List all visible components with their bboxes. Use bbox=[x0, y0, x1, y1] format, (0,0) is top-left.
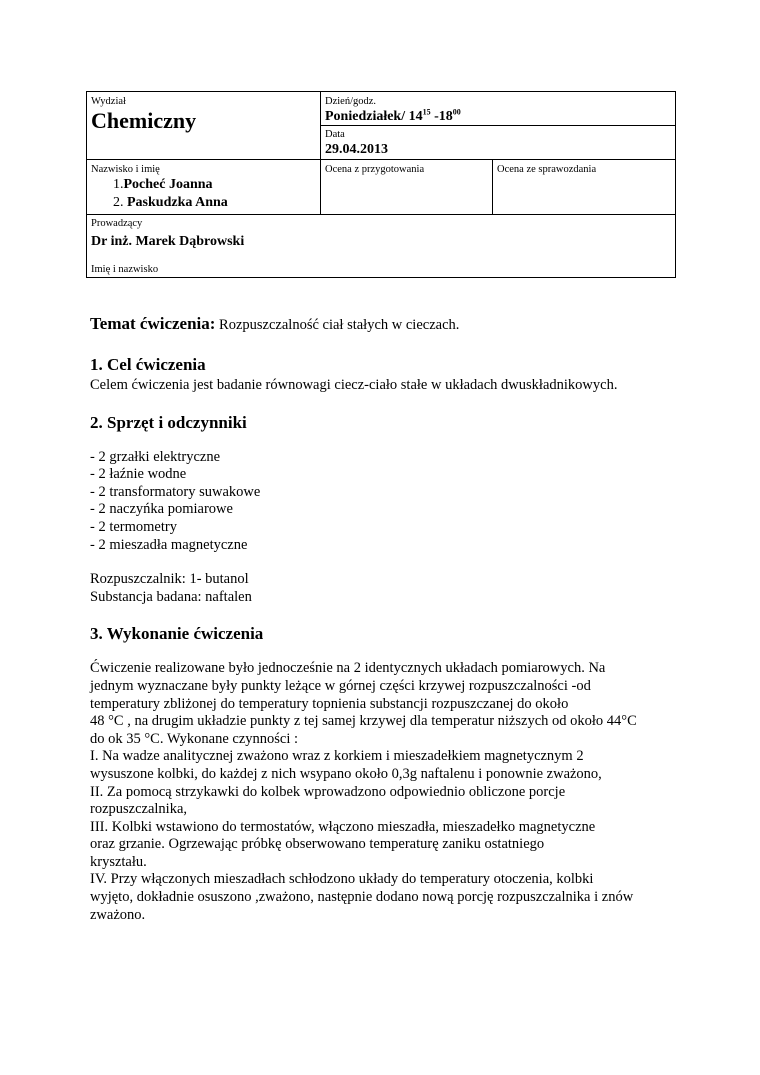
faculty-cell bbox=[86, 91, 320, 159]
solvent-line: Rozpuszczalnik: 1- butanol bbox=[90, 571, 249, 588]
text-line: IV. Przy włączonych mieszadłach schłodzono układy do temperatury otoczenia, kolbki bbox=[90, 871, 594, 888]
instructor-value: Dr inż. Marek Dąbrowski bbox=[91, 234, 245, 249]
day-time-cell bbox=[320, 91, 676, 126]
faculty-label: Wydział bbox=[91, 96, 126, 107]
list-item: - 2 mieszadła magnetyczne bbox=[90, 536, 248, 553]
instructor-footer: Imię i nazwisko bbox=[91, 264, 159, 275]
date-label: Data bbox=[325, 129, 345, 140]
text-line: kryształu. bbox=[90, 853, 147, 870]
list-item: - 2 transformatory suwakowe bbox=[90, 483, 261, 500]
section-3-text bbox=[90, 660, 680, 924]
name-1-text: Pocheć Joanna bbox=[123, 177, 213, 192]
instructor-label: Prowadzący bbox=[91, 218, 143, 229]
section-1-text: Celem ćwiczenia jest badanie równowagi ciecz-ciało stałe w układach dwuskładnikowych. bbox=[90, 377, 618, 393]
name-1-number: 1. bbox=[113, 177, 124, 192]
document-body bbox=[90, 312, 680, 924]
list-item: - 2 łaźnie wodne bbox=[90, 466, 187, 483]
grade-report-cell bbox=[492, 159, 676, 214]
topic-label: Temat ćwiczenia: bbox=[90, 314, 216, 333]
grade-prep-label: Ocena z przygotowania bbox=[325, 164, 425, 175]
grade-prep-cell bbox=[320, 159, 492, 214]
list-item: - 2 termometry bbox=[90, 518, 177, 535]
substance-line: Substancja badana: naftalen bbox=[90, 588, 252, 605]
list-item: - 2 naczyńka pomiarowe bbox=[90, 501, 233, 518]
text-line: wysuszone kolbki, do każdej z nich wsypano około 0,3g naftalenu i ponownie zważono, bbox=[90, 765, 602, 782]
grade-report-label: Ocena ze sprawozdania bbox=[497, 164, 597, 175]
names-label: Nazwisko i imię bbox=[91, 164, 160, 175]
name-2 bbox=[91, 194, 316, 212]
text-line: Ćwiczenie realizowane było jednocześnie na 2 identycznych układach pomiarowych. Na bbox=[90, 660, 606, 677]
section-3-title: 3. Wykonanie ćwiczenia bbox=[90, 624, 264, 644]
section-1-title: 1. Cel ćwiczenia bbox=[90, 355, 206, 374]
text-line: oraz grzanie. Ogrzewając próbkę obserwowano temperaturę zaniku ostatniego bbox=[90, 836, 545, 853]
time-end-sup: 00 bbox=[452, 107, 461, 117]
name-2-text: Paskudzka Anna bbox=[127, 195, 228, 210]
section-2-title: 2. Sprzęt i odczynniki bbox=[90, 412, 247, 432]
text-line: do ok 35 °C. Wykonane czynności : bbox=[90, 730, 299, 747]
text-line: I. Na wadze analitycznej zważono wraz z korkiem i mieszadełkiem magnetycznym 2 bbox=[90, 748, 584, 765]
text-line: zważono. bbox=[90, 906, 146, 923]
day-value bbox=[325, 108, 671, 126]
text-line: jednym wyznaczane były punkty leżące w górnej części krzywej rozpuszczalności -od bbox=[90, 677, 591, 694]
text-line: II. Za pomocą strzykawki do kolbek wprowadzono odpowiednio obliczone porcje bbox=[90, 783, 566, 800]
text-line: rozpuszczalnika, bbox=[90, 801, 188, 818]
topic-value: Rozpuszczalność ciał stałych w cieczach. bbox=[215, 317, 460, 333]
text-line: temperatury zbliżonej do temperatury topnienia substancji rozpuszczanej do około bbox=[90, 695, 569, 712]
header-table bbox=[86, 91, 676, 278]
time-start-sup: 15 bbox=[422, 107, 431, 117]
text-line: wyjęto, dokładnie osuszono ,zważono, następnie dodano nową porcję rozpuszczalnika i znów bbox=[90, 889, 634, 906]
instructor-cell bbox=[86, 214, 676, 278]
names-cell bbox=[86, 159, 320, 214]
text-line: III. Kolbki wstawiono do termostatów, włączono mieszadła, mieszadełko magnetyczne bbox=[90, 818, 596, 835]
day-label: Dzień/godz. bbox=[325, 96, 377, 107]
topic-line bbox=[90, 312, 680, 337]
text-line: 48 °C , na drugim układzie punkty z tej samej krzywej dla temperatur niższych od około 44°C bbox=[90, 713, 637, 730]
equipment-list bbox=[90, 449, 680, 555]
list-item: - 2 grzałki elektryczne bbox=[90, 448, 221, 465]
date-cell bbox=[320, 126, 676, 159]
time-dash: -18 bbox=[430, 109, 453, 124]
faculty-value: Chemiczny bbox=[91, 108, 197, 133]
name-1 bbox=[91, 176, 316, 194]
date-value: 29.04.2013 bbox=[325, 142, 388, 157]
day-text: Poniedziałek/ 14 bbox=[325, 109, 423, 124]
name-2-number: 2. bbox=[113, 195, 127, 210]
